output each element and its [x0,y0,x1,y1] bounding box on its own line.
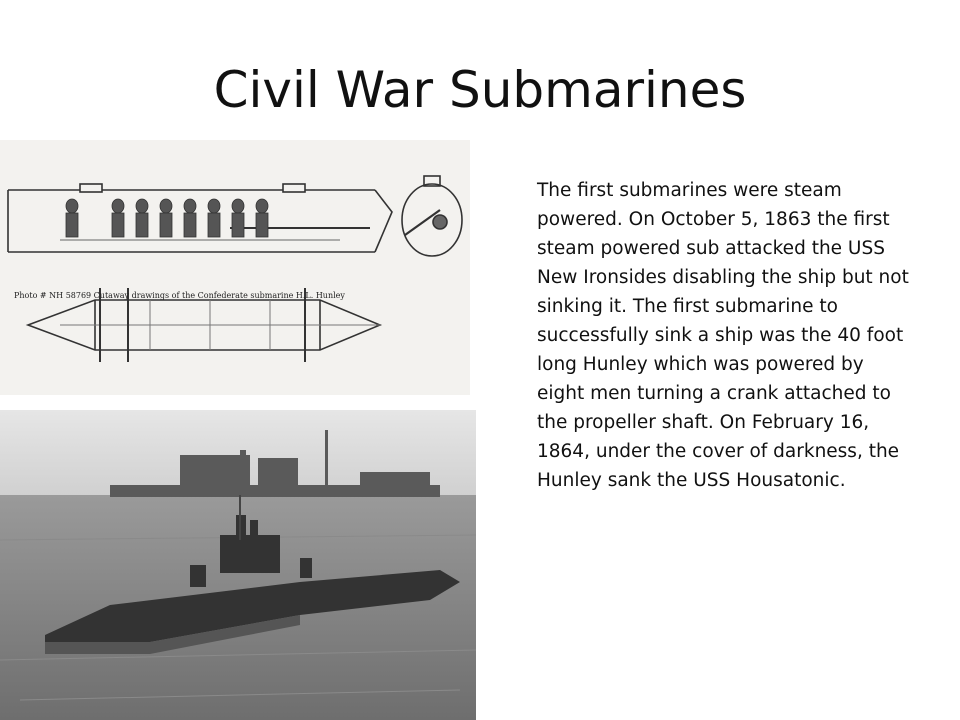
slide-body-text: The first submarines were steam powered. On October 5, 1863 the first steam powered sub attacked the USS New Ironsides disabling the ship but not sinking it. The first submarine to successfully sink a ship was the 40 foot long Hunley which was powered by eight men turning a crank attached to the propeller shaft. On February 16, 1864, under the cover of darkness, the Hunley sank the USS Housatonic. [537,180,909,491]
cutaway-drawing-svg [0,140,470,395]
submarine-photo-svg [0,410,476,720]
hunley-cutaway-drawing [0,140,470,395]
slide-title: Civil War Submarines [213,61,747,119]
submarine-photograph [0,410,476,720]
drawing-caption-top: Photo # NH 58769 Cutaway drawings of the Confederate submarine H.L. Hunley [14,291,345,300]
